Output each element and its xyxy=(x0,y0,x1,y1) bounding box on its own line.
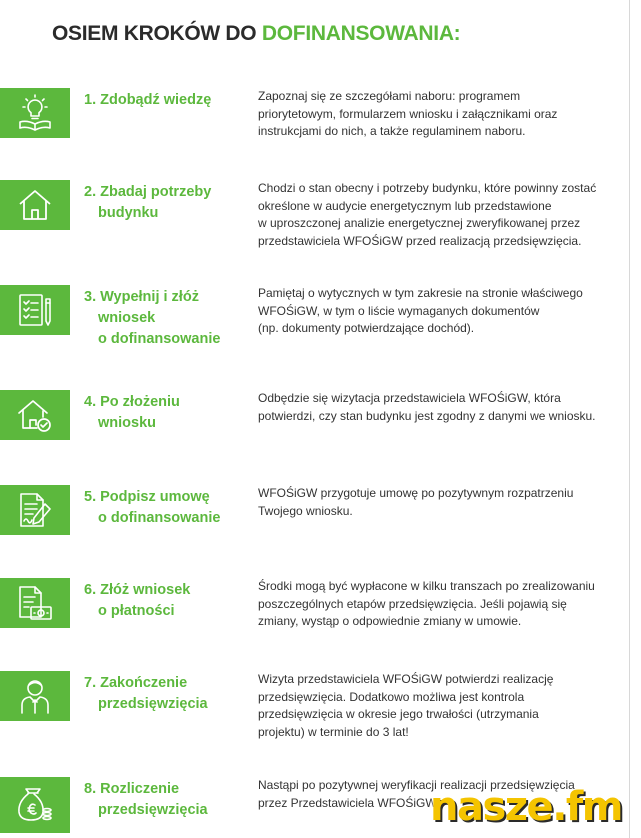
step-desc-line: przedsięwzięcia. Dodatkowo możliwa jest kontrola xyxy=(258,689,525,704)
step-title-line: 3. Wypełnij i złóż xyxy=(84,289,199,305)
step-desc-line: przedsięwzięcia w okresie jego trwałości (utrzymania xyxy=(258,707,539,721)
step-desc-line: (np. dokumenty potwierdzające dochód). xyxy=(258,321,475,335)
step-desc-line: WFOŚiGW, w tym o liście wymaganych dokumentów xyxy=(258,303,540,318)
nasze-fm-watermark-logo xyxy=(430,776,641,838)
step-desc-line: WFOŚiGW przygotuje umowę po pozytywnym rozpatrzeniu xyxy=(258,486,574,500)
step-desc-line: zmiany, wystąp o odpowiednie zmiany w umowie. xyxy=(258,614,522,628)
house-icon xyxy=(0,180,70,230)
step-desc-line: w uproszczonej analizie energetycznej zweryfikowanej przez xyxy=(258,216,581,230)
step-title-line: 1. Zdobądź wiedzę xyxy=(84,92,212,108)
step-8-title xyxy=(84,779,254,821)
step-title-line: 7. Zakończenie xyxy=(84,675,188,691)
step-title-line: o dofinansowanie xyxy=(98,510,221,526)
page-edge-line xyxy=(629,0,630,838)
step-1-title xyxy=(84,90,254,111)
step-title-line: 2. Zbadaj potrzeby xyxy=(84,184,212,200)
step-title-line: 4. Po złożeniu xyxy=(84,394,180,410)
step-desc-line: określone w audycie energetycznym lub przedstawione xyxy=(258,198,552,213)
title-part-2: DOFINANSOWANIA: xyxy=(261,22,461,45)
step-desc-line: przez Przedstawiciela WFOŚiGW. xyxy=(258,795,440,810)
checklist-pen-icon xyxy=(0,285,70,335)
watermark-text: nasze.fm xyxy=(430,784,622,830)
step-title-line: budynku xyxy=(98,205,159,221)
step-2-description xyxy=(258,180,628,250)
step-desc-line: Odbędzie się wizytacja przedstawiciela WFOŚiGW, która xyxy=(258,391,561,405)
step-4-title xyxy=(84,392,254,434)
step-desc-line: Chodzi o stan obecny i potrzeby budynku, które powinny zostać xyxy=(258,181,597,195)
step-title-line: 5. Podpisz umowę xyxy=(84,489,210,505)
document-sign-icon xyxy=(0,485,70,535)
step-3-description xyxy=(258,285,628,338)
step-title-line: przedsięwzięcia xyxy=(98,696,208,712)
step-title-line: przedsięwzięcia xyxy=(98,802,208,818)
document-money-icon xyxy=(0,578,70,628)
step-7-description xyxy=(258,671,628,741)
step-desc-line: Zapoznaj się ze szczegółami naboru: programem xyxy=(258,89,521,103)
step-4-description xyxy=(258,390,628,425)
step-6-description xyxy=(258,578,628,631)
step-desc-line: instrukcjami do nich, a także regulaminem naboru. xyxy=(258,124,526,138)
person-icon xyxy=(0,671,70,721)
step-desc-line: poszczególnych etapów przedsięwzięcia. Jeśli pojawią się xyxy=(258,596,567,611)
step-desc-line: projektu) w terminie do 3 lat! xyxy=(258,724,409,739)
step-6-title xyxy=(84,580,254,622)
title-part-1: OSIEM KROKÓW DO xyxy=(52,22,257,45)
money-bag-icon xyxy=(0,777,70,833)
step-7-title xyxy=(84,673,254,715)
step-2-title xyxy=(84,182,254,224)
step-desc-line: Nastąpi po pozytywnej weryfikacji realizacji przedsięwzięcia xyxy=(258,778,575,792)
step-title-line: 6. Złóż wniosek xyxy=(84,582,191,598)
lightbulb-book-icon xyxy=(0,88,70,138)
page-title xyxy=(52,22,460,46)
step-5-description xyxy=(258,485,628,520)
step-title-line: o płatności xyxy=(98,603,175,619)
step-1-description xyxy=(258,88,628,141)
step-desc-line: priorytetowym, formularzem wniosku i załącznikami oraz xyxy=(258,106,558,121)
step-desc-line: Środki mogą być wypłacone w kilku transzach po zrealizowaniu xyxy=(258,579,595,593)
step-title-line: wniosku xyxy=(98,415,157,431)
step-5-title xyxy=(84,487,254,529)
step-title-line: o dofinansowanie xyxy=(98,331,221,347)
step-desc-line: Wizyta przedstawiciela WFOŚiGW potwierdzi realizację xyxy=(258,672,554,686)
house-check-icon xyxy=(0,390,70,440)
step-title-line: wniosek xyxy=(98,310,156,326)
step-title-line: 8. Rozliczenie xyxy=(84,781,180,797)
step-desc-line: przedstawiciela WFOŚiGW przed realizacją przedsięwzięcia. xyxy=(258,233,582,248)
step-3-title xyxy=(84,287,254,350)
step-desc-line: Pamiętaj o wytycznych w tym zakresie na stronie właściwego xyxy=(258,286,583,300)
step-desc-line: Twojego wniosku. xyxy=(258,503,353,518)
step-desc-line: potwierdzi, czy stan budynku jest zgodny z danymi we wniosku. xyxy=(258,408,596,423)
